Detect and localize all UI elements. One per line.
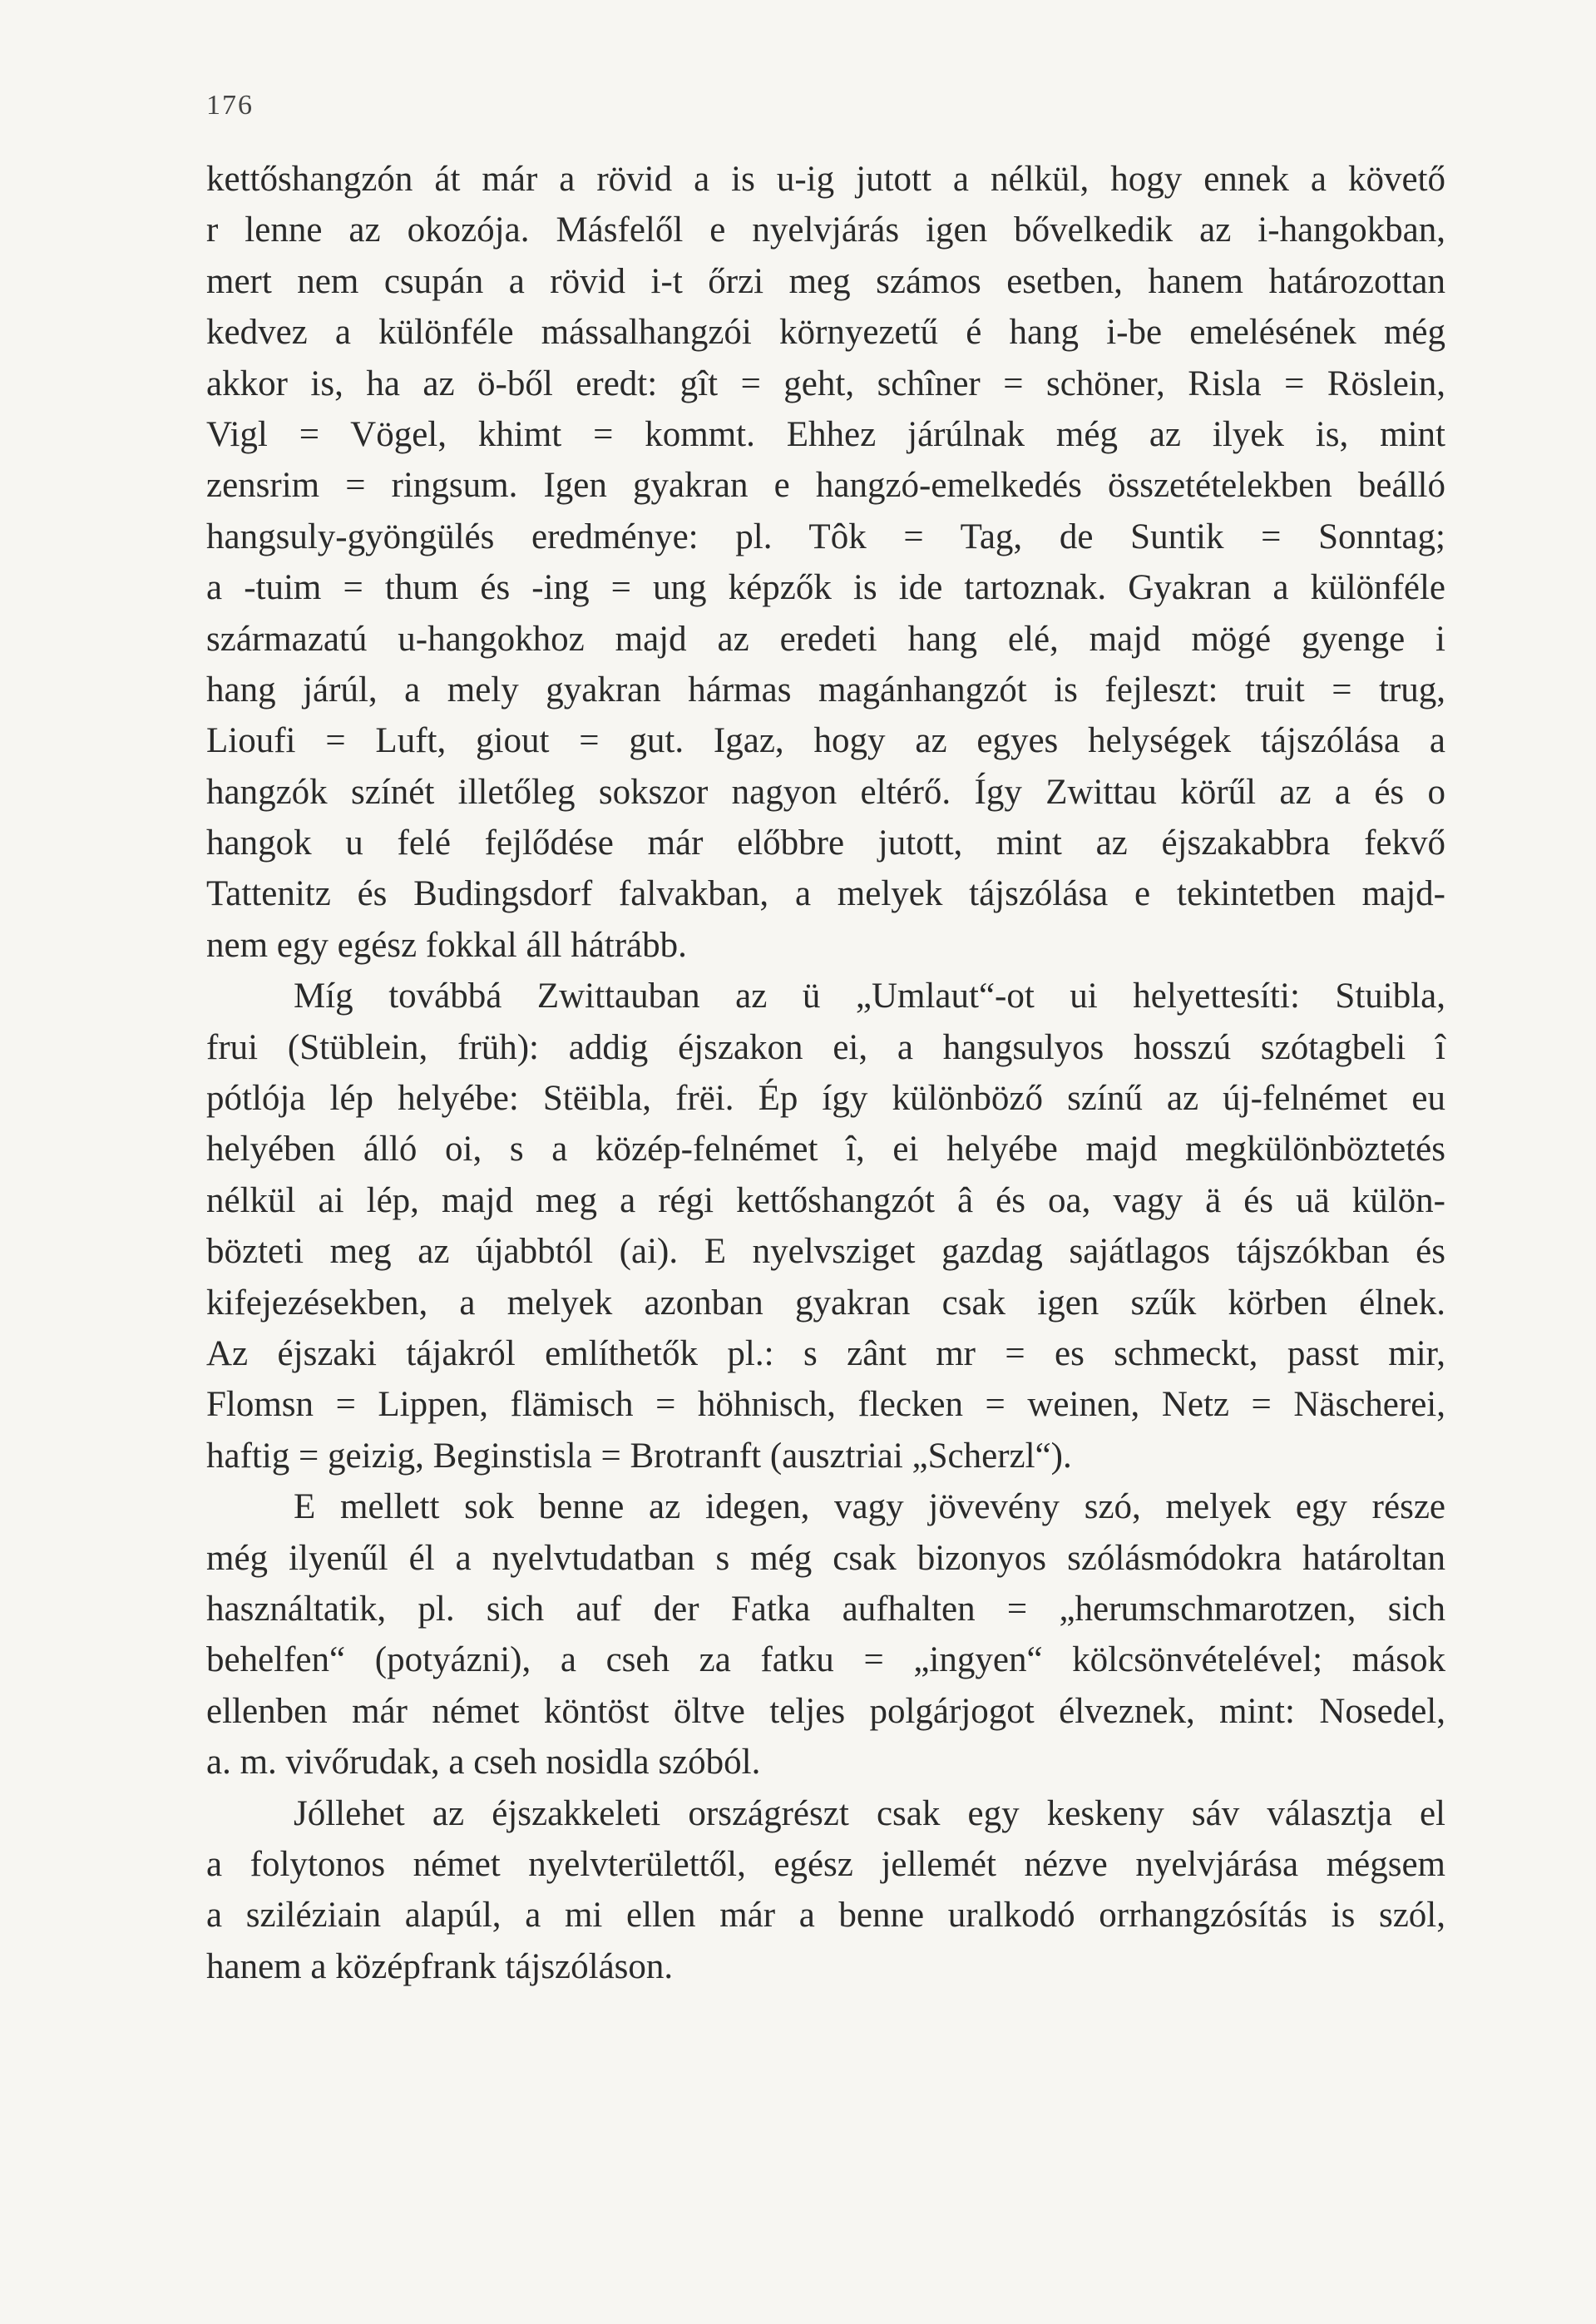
text-line: a sziléziain alapúl, a mi ellen már a benne uralkodó orrhangzósítás is szól, [206, 1896, 1445, 1936]
text-line: nem egy egész fokkal áll hátrább. [206, 925, 687, 965]
text-line: haftig = geizig, Beginstisla = Brotranft (ausztriai „Scherzl“). [206, 1436, 1072, 1476]
text-line: ellenben már német köntöst öltve teljes polgárjogot élveznek, mint: Nosedel, [206, 1691, 1445, 1731]
text-line: Míg továbbá Zwittauban az ü „Umlaut“-ot ui helyettesíti: Stuibla, [294, 977, 1445, 1016]
text-line: Tattenitz és Budingsdorf falvakban, a melyek tájszólása e tekintetben majd- [206, 874, 1445, 914]
text-line: hang járúl, a mely gyakran hármas magánhangzót is fejleszt: truit = trug, [206, 670, 1445, 710]
text-line: zensrim = ringsum. Igen gyakran e hangzó-emelkedés összetételekben beálló [206, 466, 1445, 506]
text-line: a folytonos német nyelvterülettől, egész jellemét nézve nyelvjárása mégsem [206, 1844, 1445, 1884]
text-line: E mellett sok benne az idegen, vagy jövevény szó, melyek egy része [294, 1487, 1445, 1527]
text-line: a. m. vivőrudak, a cseh nosidla szóból. [206, 1743, 761, 1783]
text-line: frui (Stüblein, früh): addig éjszakon ei, a hangsulyos hosszú szótagbeli î [206, 1027, 1445, 1067]
text-line: mert nem csupán a rövid i-t őrzi meg számos esetben, hanem határozottan [206, 261, 1445, 301]
text-line: akkor is, ha az ö-ből eredt: gît = geht, schîner = schöner, Risla = Röslein, [206, 363, 1445, 403]
text-line: hangok u felé fejlődése már előbbre jutott, mint az éjszakabbra fekvő [206, 823, 1445, 863]
text-line: hanem a középfrank tájszóláson. [206, 1946, 674, 1986]
text-line: használtatik, pl. sich auf der Fatka aufhalten = „herumschmarotzen, sich [206, 1589, 1445, 1629]
text-line: a -tuim = thum és -ing = ung képzők is ide tartoznak. Gyakran a különféle [206, 568, 1445, 608]
text-line: hangzók színét illetőleg sokszor nagyon eltérő. Így Zwittau körűl az a és o [206, 772, 1445, 812]
text-line: Vigl = Vögel, khimt = kommt. Ehhez járúlnak még az ilyek is, mint [206, 414, 1445, 454]
text-line: hangsuly-gyöngülés eredménye: pl. Tôk = Tag, de Suntik = Sonntag; [206, 517, 1445, 556]
text-line: Jóllehet az éjszakkeleti országrészt csak egy keskeny sáv választja el [294, 1793, 1445, 1833]
text-line: bözteti meg az újabbtól (ai). E nyelvsziget gazdag sajátlagos tájszókban és [206, 1232, 1445, 1272]
text-line: kifejezésekben, a melyek azonban gyakran csak igen szűk körben élnek. [206, 1283, 1445, 1323]
body-text [206, 154, 1445, 1992]
text-line: kettőshangzón át már a rövid a is u-ig jutott a nélkül, hogy ennek a követő [206, 160, 1445, 199]
page-number: 176 [206, 90, 254, 121]
text-line: még ilyenűl él a nyelvtudatban s még csak bizonyos szólásmódokra határoltan [206, 1538, 1445, 1578]
text-line: származatú u-hangokhoz majd az eredeti hang elé, majd mögé gyenge i [206, 619, 1445, 659]
text-line: nélkül ai lép, majd meg a régi kettőshangzót â és oa, vagy ä és uä külön- [206, 1180, 1445, 1220]
text-line: Flomsn = Lippen, flämisch = höhnisch, flecken = weinen, Netz = Näscherei, [206, 1385, 1445, 1425]
text-line: Lioufi = Luft, giout = gut. Igaz, hogy az egyes helységek tájszólása a [206, 721, 1445, 761]
text-line: behelfen“ (potyázni), a cseh za fatku = „ingyen“ kölcsönvételével; mások [206, 1640, 1445, 1680]
text-line: helyében álló oi, s a közép-felnémet î, ei helyébe majd megkülönböztetés [206, 1130, 1445, 1169]
text-line: r lenne az okozója. Másfelől e nyelvjárás igen bővelkedik az i-hangokban, [206, 210, 1445, 250]
text-line: pótlója lép helyébe: Stëibla, frëi. Ép így különböző színű az új-felnémet eu [206, 1079, 1445, 1119]
text-line: Az éjszaki tájakról említhetők pl.: s zânt mr = es schmeckt, passt mir, [206, 1333, 1445, 1373]
text-line: kedvez a különféle mássalhangzói környezetű é hang i-be emelésének még [206, 313, 1445, 353]
